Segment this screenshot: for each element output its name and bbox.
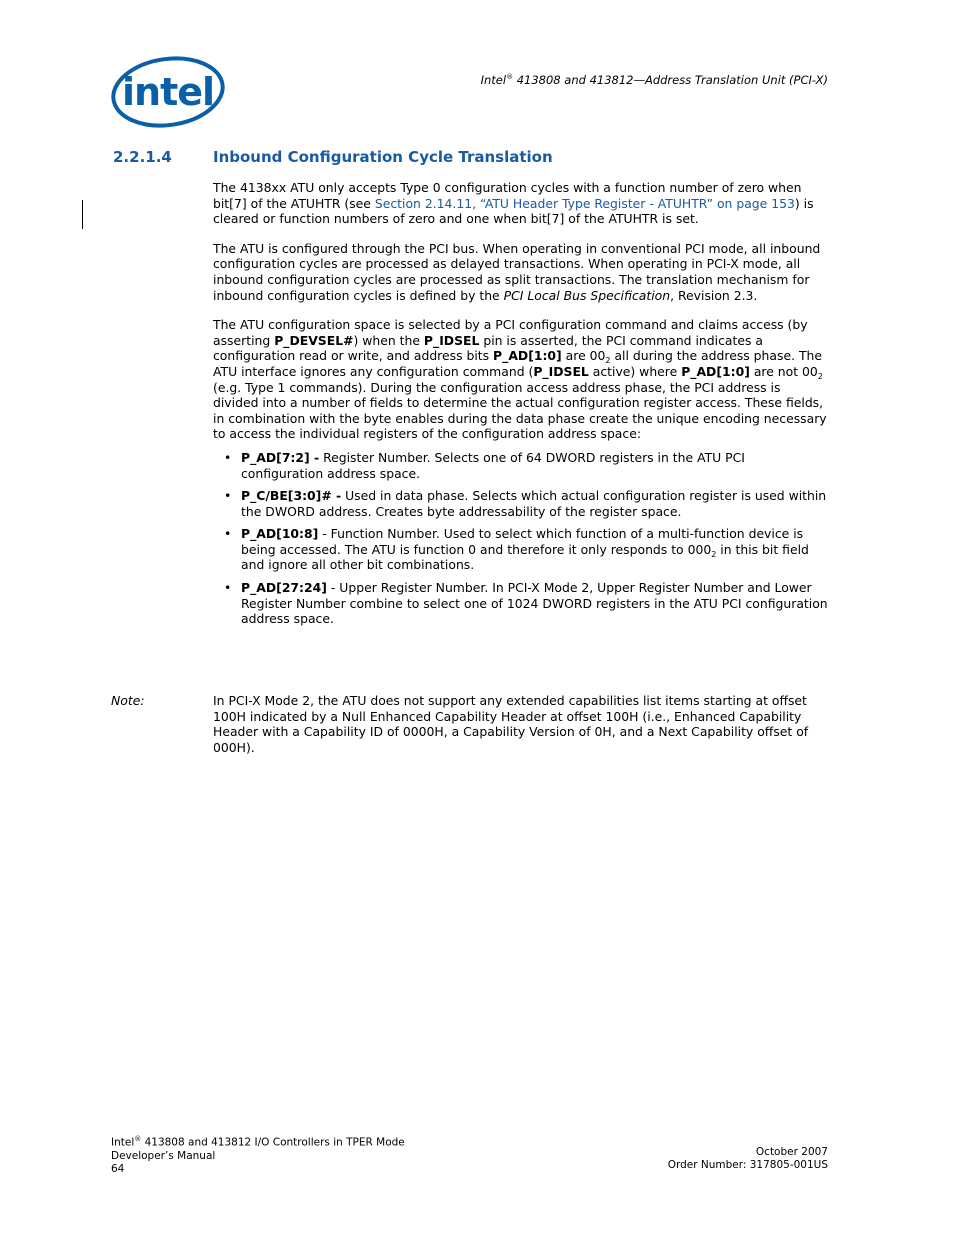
field-name: P_AD[7:2] -: [241, 449, 320, 465]
logo-wordmark: intel: [122, 70, 215, 114]
footer-doc-title: [111, 1133, 405, 1150]
spec-title: PCI Local Bus Specification: [503, 287, 671, 303]
list-item: [213, 450, 828, 481]
header-title: 413808 and 413812—Address Translation Unit (PCI-X): [513, 73, 828, 87]
bullet: •: [224, 526, 232, 542]
header-brand: Intel: [480, 73, 507, 87]
header-reg-mark: ®: [506, 73, 514, 82]
running-header: [481, 73, 828, 87]
field-description: Register Number. Selects one of 64 DWORD registers in the ATU PCI configuration address space.: [241, 449, 745, 481]
paragraph-1: [213, 180, 828, 227]
list-item: [213, 580, 828, 627]
para3-text: pin is asserted, the PCI command indicates a configuration read or write, and address bits: [213, 332, 763, 364]
intel-logo: [108, 48, 228, 132]
para2-text: The ATU is configured through the PCI bus. When operating in conventional PCI mode, all inbound configuration cycles are processed as delayed transactions. When operating in PCI-X mode, all inbound configuration cycles are processed as split transactions. The translation mechanism for inbound configuration cycles is defined by the: [213, 240, 821, 303]
cross-reference-link[interactable]: Section 2.14.11, “ATU Header Type Register - ATUHTR” on page 153: [374, 195, 795, 211]
body-column: [213, 180, 828, 634]
list-item: [213, 526, 828, 573]
paragraph-3: [213, 317, 828, 442]
subscript: 2: [817, 371, 823, 381]
field-description: Used in data phase. Selects which actual configuration register is used within the DWORD address. Creates byte addressability of the register space.: [241, 488, 827, 519]
para1-text: The 4138xx ATU only accepts Type 0 configuration cycles with a function number of zero when bit[7] of the ATUHTR (see: [213, 180, 802, 211]
signal-name: P_DEVSEL#: [274, 332, 354, 348]
bullet: •: [224, 449, 232, 465]
footer-brand: Intel: [111, 1136, 135, 1149]
signal-name: P_AD[1:0]: [681, 363, 750, 379]
footer-title: 413808 and 413812 I/O Controllers in TPER Mode: [141, 1136, 405, 1149]
field-name: P_AD[27:24]: [241, 580, 327, 596]
field-description-end: in this bit field and ignore all other bit combinations.: [241, 541, 809, 573]
footer-right: [668, 1146, 828, 1172]
subscript: 2: [711, 549, 717, 559]
para3-text: ) when the: [353, 332, 424, 348]
change-bar: [82, 200, 83, 229]
signal-name: P_IDSEL: [423, 332, 480, 348]
bullet: •: [224, 488, 232, 504]
page-number: 64: [111, 1162, 125, 1175]
para2-text-end: , Revision 2.3.: [670, 287, 758, 303]
field-list: [213, 450, 828, 627]
signal-name: P_IDSEL: [533, 363, 589, 379]
para1-text-end: ) is cleared or function numbers of zero and one when bit[7] of the ATUHTR is set.: [213, 195, 814, 227]
para3-text: (e.g. Type 1 commands). During the configuration access address phase, the PCI address is divided into a number of fields to determine the actual configuration register access. These fields, in combination with the byte enables during the data phase create the unique encoding necessary to access the individual registers of the configuration address space:: [213, 379, 827, 442]
signal-name: P_AD[1:0]: [493, 348, 562, 364]
list-item: [213, 488, 828, 519]
field-description: - Function Number. Used to select which function of a multi-function device is being accessed. The ATU is function 0 and therefore it only responds to 000: [241, 526, 804, 557]
field-description: - Upper Register Number. In PCI-X Mode 2, Upper Register Number and Lower Register Number combine to select one of 1024 DWORD registers in the ATU PCI configuration address space.: [241, 580, 828, 627]
field-name: P_C/BE[3:0]# -: [241, 488, 342, 504]
para3-text: are not 00: [749, 363, 818, 379]
section-title: Inbound Configuration Cycle Translation: [213, 148, 553, 166]
section-number: 2.2.1.4: [113, 148, 172, 166]
footer-left: [111, 1133, 405, 1176]
para3-text: all during the address phase. The ATU interface ignores any configuration command (: [213, 348, 822, 379]
footer-order-number: Order Number: 317805-001US: [667, 1159, 828, 1171]
para3-text: are 00: [561, 348, 606, 364]
footer-manual: Developer’s Manual: [111, 1149, 216, 1162]
footer-reg-mark: ®: [134, 1135, 142, 1143]
note-text: In PCI-X Mode 2, the ATU does not support any extended capabilities list items starting at offset 100H indicated by a Null Enhanced Capability Header at offset 100H (i.e., Enhanced Capability Header with a Capability ID of 0000H, a Capability Version of 0H, and a Next Capability offset of 000H).: [213, 693, 809, 755]
footer-date: October 2007: [755, 1146, 828, 1158]
subscript: 2: [605, 356, 611, 366]
field-name: P_AD[10:8]: [241, 526, 319, 542]
para3-text: active) where: [588, 363, 682, 379]
paragraph-2: [213, 241, 828, 303]
para3-text: The ATU configuration space is selected by a PCI configuration command and claims access (by asserting: [213, 317, 808, 348]
note-label: Note:: [111, 693, 145, 708]
bullet: •: [224, 580, 232, 596]
